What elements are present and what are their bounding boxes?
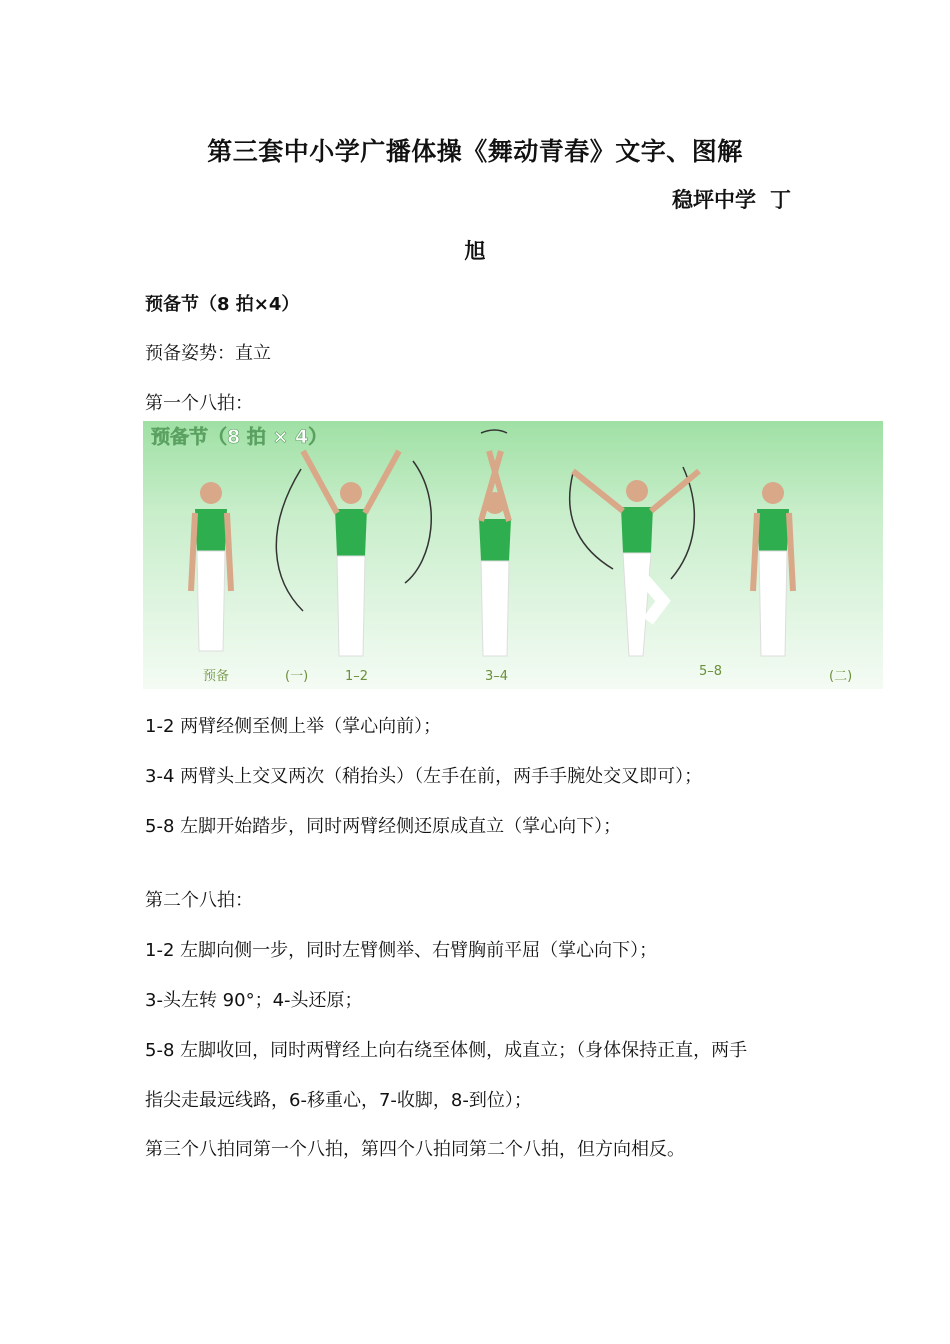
second-eight-label: 第二个八拍：	[145, 890, 253, 911]
first-eight-step-1: 1-2 两臂经侧至侧上举（掌心向前）；	[145, 716, 442, 737]
first-eight-step-2: 3-4 两臂头上交叉两次（稍抬头）（左手在前，两手手腕处交叉即可）；	[145, 766, 703, 787]
figure-label-5-8: 5–8	[699, 664, 723, 679]
author-name-part1: 丁	[770, 188, 791, 212]
figure-label-3-4: 3–4	[485, 669, 509, 684]
figure-label-1-2: 1–2	[345, 669, 369, 684]
author-name-part2: 旭	[464, 239, 486, 263]
document-title: 第三套中小学广播体操《舞动青春》文字、图解	[207, 137, 743, 166]
second-eight-step-4: 指尖走最远线路，6-移重心，7-收脚，8-到位）；	[145, 1090, 532, 1111]
figure-label-one: (一)	[285, 669, 309, 684]
first-eight-label: 第一个八拍：	[145, 393, 253, 414]
second-eight-step-1: 1-2 左脚向侧一步，同时左臂侧举、右臂胸前平屈（掌心向下）；	[145, 940, 658, 961]
figure-banner: 预备节（8 拍 × 4）	[151, 426, 328, 448]
exercise-illustration	[143, 421, 883, 689]
author-line	[672, 184, 791, 214]
closing-note: 第三个八拍同第一个八拍，第四个八拍同第二个八拍，但方向相反。	[145, 1139, 685, 1160]
figure-label-two: (二)	[829, 669, 853, 684]
ready-posture: 预备姿势：直立	[145, 343, 271, 364]
figure-label-ready: 预备	[203, 669, 230, 684]
section-heading: 预备节（8 拍×4）	[145, 294, 300, 315]
author-school: 稳坪中学	[672, 188, 756, 212]
first-eight-step-3: 5-8 左脚开始踏步，同时两臂经侧还原成直立（掌心向下）；	[145, 816, 622, 837]
second-eight-step-3: 5-8 左脚收回，同时两臂经上向右绕至体侧，成直立；（身体保持正直，两手	[145, 1040, 748, 1061]
second-eight-step-2: 3-头左转 90°；4-头还原；	[145, 990, 363, 1011]
